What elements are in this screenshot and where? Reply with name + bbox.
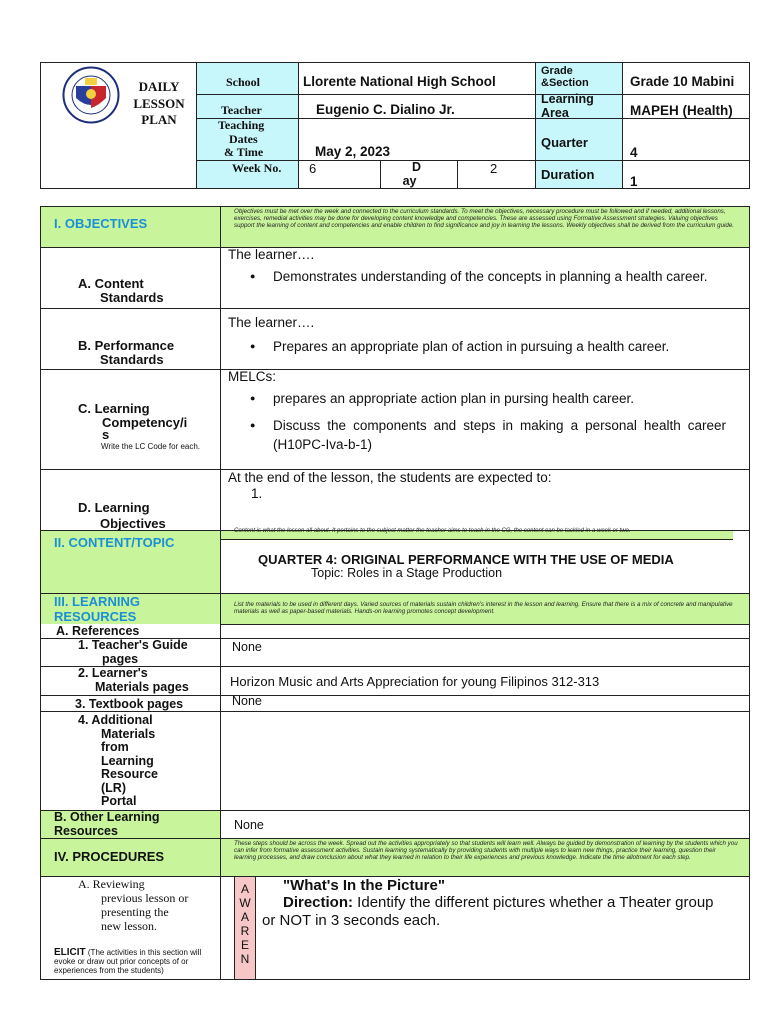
- area-label: Learning Area: [541, 92, 594, 120]
- melcs-list: [226, 389, 726, 454]
- quarter-label: Quarter: [541, 135, 588, 150]
- grade-value: Grade 10 Mabini: [630, 74, 735, 89]
- quarter-value: 4: [630, 145, 638, 160]
- textbook-label: 3. Textbook pages: [75, 697, 184, 711]
- learning-objectives-label: D. Learning Objectives: [78, 500, 166, 531]
- learning-objectives-intro: At the end of the lesson, the students are expected to:: [228, 470, 552, 485]
- lc-code-note: Write the LC Code for each.: [101, 442, 201, 451]
- day-value: 2: [490, 161, 498, 176]
- references-label: A. References: [56, 624, 140, 638]
- week-value: 6: [309, 161, 317, 176]
- objectives-heading: I. OBJECTIVES: [54, 216, 148, 231]
- learners-materials-label: 2. Learner's Materials pages: [78, 666, 189, 694]
- performance-standards-list: [226, 337, 726, 356]
- performance-standards-item: ● Prepares an appropriate plan of action in pursuing a health career.: [226, 337, 726, 356]
- content-note: Content is what the lesson all about. It pertains to the subject matter the teacher aims to teach in the CG, the content can be tackled in a week or two.: [234, 528, 631, 534]
- procedures-note: These steps should be across the week. Spread out the activities appropriately so that students will learn well. Always be guided by demonstration of learning by the students which you can infer from formative assessment activities. Sustain learning systematically by providing students with multiple ways to learn new things, practice their learning, question their learning processes, and draw conclusion about what they learned in relation to their life experiences and previous knowledge. Indicate the time allotment for each step.: [234, 840, 738, 861]
- melc-item: ● Discuss the components and steps in making a personal health career (H10PC-Iva-b-1): [226, 416, 726, 454]
- textbook-value: None: [232, 694, 262, 708]
- resources-note: List the materials to be used in different days. Varied sources of materials sustain children's interest in the lesson and learning. Ensure that there is a mix of concrete and manipulative materials as well as paper-based materials. Hands-on learning promotes concept development.: [234, 601, 733, 615]
- content-heading: II. CONTENT/TOPIC: [54, 535, 175, 550]
- week-label: Week No.: [232, 161, 282, 175]
- other-resources-label: B. Other Learning Resources: [54, 810, 160, 838]
- dates-value: May 2, 2023: [315, 144, 391, 159]
- duration-value: 1: [630, 174, 638, 189]
- content-standards-item: ● Demonstrates understanding of the concepts in planning a health career.: [226, 267, 726, 286]
- school-value: Llorente National High School: [303, 74, 496, 89]
- performance-standards-label: B. Performance Standards: [78, 338, 175, 367]
- procedures-heading: IV. PROCEDURES: [54, 849, 165, 864]
- duration-label: Duration: [541, 167, 595, 182]
- content-topic: Topic: Roles in a Stage Production: [311, 566, 503, 580]
- dates-label: Teaching Dates & Time: [218, 118, 265, 159]
- dlp-title: DAILY LESSON PLAN: [133, 79, 185, 127]
- additional-materials-label: 4. Additional Materials from Learning Resource (LR) Portal: [78, 713, 158, 808]
- reviewing-label: A. Reviewing previous lesson or presenting the new lesson.: [78, 877, 189, 933]
- activity-title: "What's In the Picture": [283, 877, 445, 894]
- school-label: School: [226, 75, 261, 89]
- day-label: D ay: [402, 160, 422, 188]
- content-title: QUARTER 4: ORIGINAL PERFORMANCE WITH THE USE OF MEDIA: [258, 552, 674, 567]
- resources-heading: III. LEARNING RESOURCES: [54, 594, 140, 624]
- melcs-intro: MELCs:: [228, 369, 277, 384]
- deped-logo: [62, 66, 120, 124]
- objectives-note: Objectives must be met over the week and connected to the curriculum standards. To meet the objectives, necessary procedure must be followed and if needed, additional lessons, exercises, remedial activities may be done for developing content knowledge and competencies. These are assessed using Formative Assessment strategies. Valuing objectives support the learning of content and competencies and enable children to find significance and joy in learning the lessons. Weekly objectives shall be derived from the curriculum guide.: [234, 208, 734, 229]
- grade-label: Grade &Section: [541, 65, 589, 89]
- content-standards-list: [226, 267, 726, 286]
- teacher-label: Teacher: [221, 103, 262, 117]
- learning-competency-label: C. Learning Competency/i s: [78, 401, 188, 442]
- content-standards-intro: The learner….: [228, 247, 315, 262]
- activity-direction: Direction: Identify the different pictures whether a Theater group or NOT in 3 seconds each.: [262, 894, 714, 929]
- deped-seal-icon: [62, 66, 120, 124]
- other-resources-value: None: [234, 818, 264, 832]
- learning-objectives-item: 1.: [251, 486, 263, 501]
- melc-item: ● prepares an appropriate action plan in pursing health career.: [226, 389, 726, 408]
- teachers-guide-label: 1. Teacher's Guide pages: [78, 638, 188, 666]
- teachers-guide-value: None: [232, 640, 262, 654]
- performance-standards-intro: The learner….: [228, 315, 315, 330]
- area-value: MAPEH (Health): [630, 103, 733, 118]
- aware-letters: A W A R E N: [239, 882, 251, 966]
- teacher-value: Eugenio C. Dialino Jr.: [316, 102, 455, 117]
- content-standards-label: A. Content Standards: [78, 276, 164, 305]
- elicit-note: ELICIT (The activities in this section will evoke or draw out prior concepts of or experiences from the students): [54, 947, 202, 975]
- learners-materials-value: Horizon Music and Arts Appreciation for young Filipinos 312-313: [230, 674, 600, 689]
